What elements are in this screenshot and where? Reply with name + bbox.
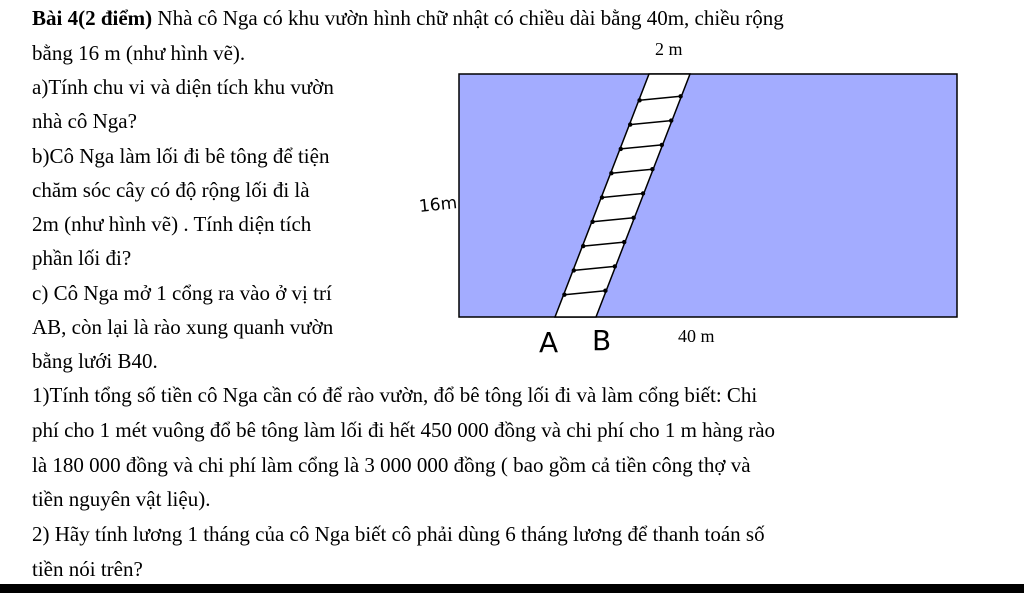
text-line-14: tiền nguyên vật liệu). bbox=[32, 487, 211, 511]
concrete-path bbox=[555, 74, 690, 317]
path-rung-dot bbox=[669, 118, 673, 122]
point-b-label: B bbox=[592, 324, 612, 357]
path-rung-dot bbox=[619, 147, 623, 151]
path-rung-dot bbox=[603, 289, 607, 293]
problem-heading bbox=[32, 6, 784, 30]
path-rungs bbox=[562, 94, 683, 297]
path-rung bbox=[593, 218, 634, 222]
path-rung-dot bbox=[622, 240, 626, 244]
text-line-2: a)Tính chu vi và diện tích khu vườn bbox=[32, 75, 334, 99]
path-rung-dot bbox=[628, 122, 632, 126]
text-line-11: 1)Tính tổng số tiền cô Nga cần có để rào vườn, đổ bê tông lối đi và làm cổng biết: Chi bbox=[32, 383, 758, 407]
text-line-3: nhà cô Nga? bbox=[32, 109, 137, 133]
text-line-5: chăm sóc cây có độ rộng lối đi là bbox=[32, 178, 310, 202]
path-rung bbox=[583, 242, 624, 246]
text-line-8: c) Cô Nga mở 1 cổng ra vào ở vị trí bbox=[32, 281, 332, 305]
text-line-4: b)Cô Nga làm lối đi bê tông để tiện bbox=[32, 144, 330, 168]
path-rung-dot bbox=[609, 171, 613, 175]
text-line-9: AB, còn lại là rào xung quanh vườn bbox=[32, 315, 334, 339]
path-rung-dot bbox=[637, 98, 641, 102]
path-rung bbox=[630, 121, 671, 125]
problem-title: Bài 4(2 điểm) bbox=[32, 6, 153, 30]
garden-rectangle bbox=[459, 74, 957, 317]
path-rung bbox=[574, 266, 615, 270]
path-rung-dot bbox=[678, 94, 682, 98]
path-width-label: 2 m bbox=[655, 39, 683, 59]
text-line-12: phí cho 1 mét vuông đổ bê tông làm lối đi hết 450 000 đồng và chi phí cho 1 m hàng rào bbox=[32, 418, 776, 442]
path-rung bbox=[640, 96, 681, 100]
path-rung bbox=[602, 194, 643, 198]
garden-width-label: 16m bbox=[418, 193, 459, 217]
path-rung-dot bbox=[581, 244, 585, 248]
path-rung bbox=[611, 169, 652, 173]
path-rung bbox=[621, 145, 662, 149]
path-rung-dot bbox=[650, 167, 654, 171]
bottom-border bbox=[0, 584, 1024, 593]
path-rung-dot bbox=[572, 268, 576, 272]
path-rung-dot bbox=[590, 220, 594, 224]
text-line-6: 2m (như hình vẽ) . Tính diện tích bbox=[32, 212, 312, 236]
path-rung-dot bbox=[631, 216, 635, 220]
text-line-7: phần lối đi? bbox=[32, 246, 132, 270]
problem-heading-text: Nhà cô Nga có khu vườn hình chữ nhật có chiều dài bằng 40m, chiều rộng bbox=[152, 6, 784, 30]
text-line-1: bằng 16 m (như hình vẽ). bbox=[32, 41, 246, 65]
path-rung-dot bbox=[562, 293, 566, 297]
garden-length-label: 40 m bbox=[678, 326, 715, 346]
path-rung-dot bbox=[613, 264, 617, 268]
point-a-label: A bbox=[539, 326, 559, 359]
path-rung bbox=[564, 291, 605, 295]
text-line-16: tiền nói trên? bbox=[32, 557, 143, 581]
text-line-15: 2) Hãy tính lương 1 tháng của cô Nga biết cô phải dùng 6 tháng lương để thanh toán số bbox=[32, 522, 765, 546]
path-rung-dot bbox=[660, 143, 664, 147]
path-rung-dot bbox=[600, 195, 604, 199]
text-line-13: là 180 000 đồng và chi phí làm cổng là 3 000 000 đồng ( bao gồm cả tiền công thợ và bbox=[32, 453, 751, 477]
path-rung-dot bbox=[641, 191, 645, 195]
text-line-10: bằng lưới B40. bbox=[32, 349, 158, 373]
